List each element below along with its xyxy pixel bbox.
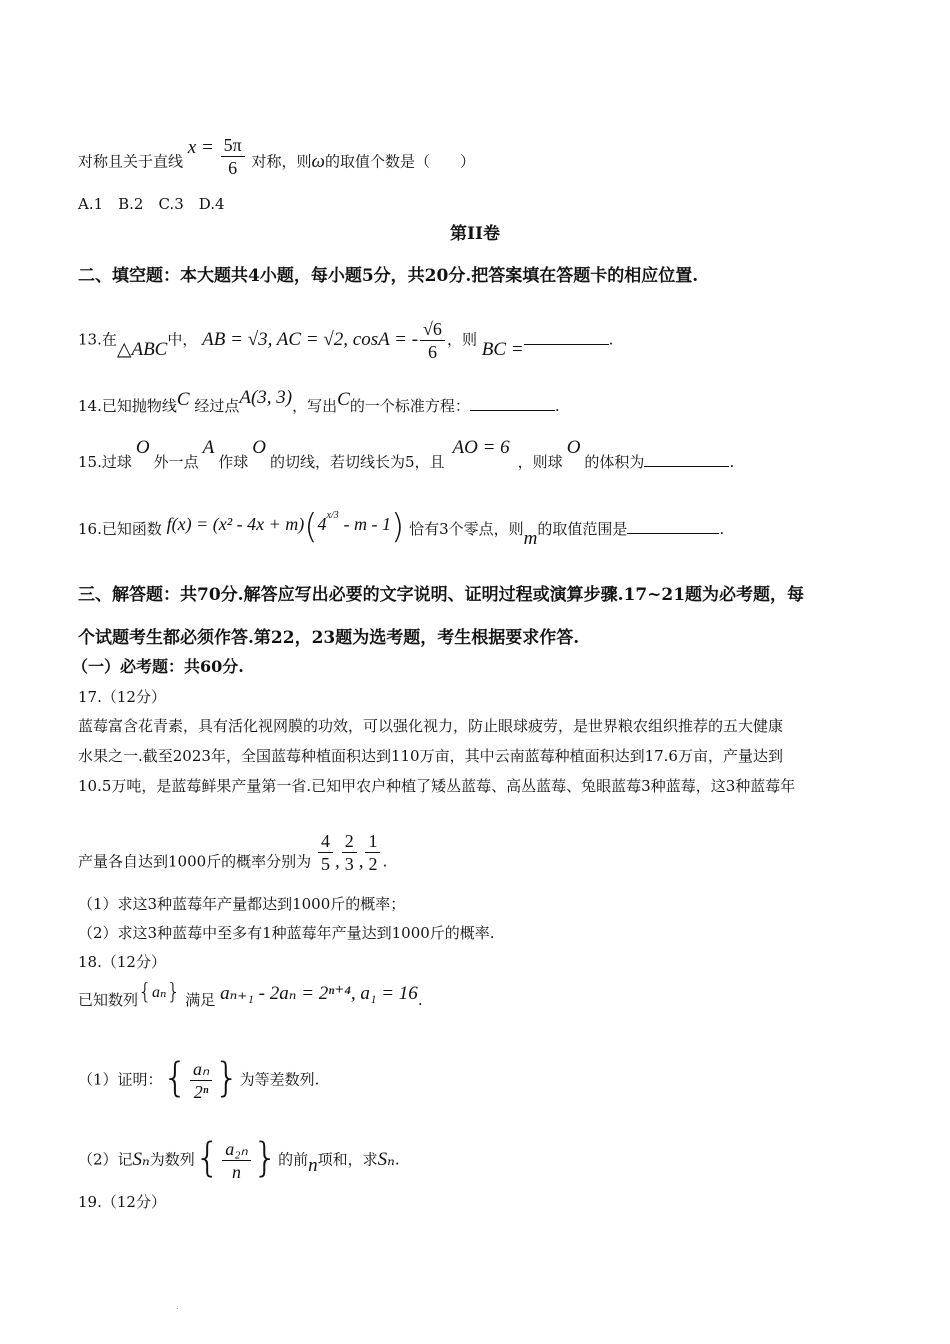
q17-line4: 产量各自达到1000斤的概率分别为 $\frac{4}{5}$ , $\frac{2}{3}$ , $\frac{1}{2}$ .	[78, 831, 388, 874]
section3-heading-line2: 个试题考生都必须作答.第22，23题为选考题，考生根据要求作答.	[78, 628, 580, 648]
question-15: 15.过球O外一点A作球O的切线，若切线长为5，且AO = 6，则球O的体积为 .	[78, 437, 735, 471]
probability-fraction: $\frac{1}{2}$	[365, 830, 380, 875]
section2-heading: 二、填空题：本大题共4小题，每小题5分，共20分.把答案填在答题卡的相应位置.	[78, 266, 699, 286]
q17-line3: 10.5万吨，是蓝莓鲜果产量第一省.已知甲农户种植了矮丛蓝莓、高丛蓝莓、兔眼蓝莓3种蓝莓，这3种蓝莓年	[78, 777, 796, 795]
compulsory-heading: （一）必考题：共60分.	[72, 657, 244, 676]
q12-options: A.1 B.2 C.3 D.4	[78, 195, 225, 213]
footer-mark: .	[176, 1302, 179, 1311]
probability-fraction: $\frac{4}{5}$	[318, 830, 333, 875]
q18-intro: 已知数列{aₙ} 满足 aₙ₊₁ - 2aₙ = 2ⁿ⁺⁴, a₁ = 16.	[78, 980, 423, 1009]
answer-blank-14[interactable]	[470, 396, 555, 411]
q12-var: x	[187, 136, 197, 158]
q18-fraction-2: $\frac{\text{a₂ₙ}}{n}$	[222, 1138, 250, 1183]
answer-blank-16[interactable]	[627, 519, 719, 534]
question-13: 13.在△ABC中， AB = √3, AC = √2, cosA = - $\frac{√6}{6}$ ，则 BC = .	[78, 319, 614, 362]
q18-header: 18.（12分）	[78, 953, 166, 971]
question-14: 14.已知抛物线C 经过点A(3, 3)，写出C的一个标准方程： .	[78, 387, 560, 415]
q18-sub2: （2）记Sₙ为数列{ $\frac{\text{a₂ₙ}}{n}$ }的前n项和，求Sₙ.	[78, 1134, 400, 1182]
question-16: 16.已知函数 $f(x) = (x^2 - 4x + m)(4^{x/3} - m - 1)$ 恰有3个零点，则m的取值范围是 .	[78, 507, 725, 549]
q17-line1: 蓝莓富含花青素，具有活化视网膜的功效，可以强化视力，防止眼球疲劳，是世界粮农组织推荐的五大健康	[78, 717, 784, 735]
probability-fraction: $\frac{2}{3}$	[342, 830, 357, 875]
q17-sub2: （2）求这3种蓝莓中至多有1种蓝莓年产量达到1000斤的概率.	[78, 924, 495, 942]
section3-heading-line1: 三、解答题：共70分.解答应写出必要的文字说明、证明过程或演算步骤.17~21题为必考题，每	[78, 585, 805, 605]
q18-sub1: （1）证明：{ $\frac{\text{aₙ}}{\text{2ⁿ}}$ }为等差数列.	[78, 1054, 320, 1102]
q18-fraction-1: $\frac{\text{aₙ}}{\text{2ⁿ}}$	[190, 1058, 212, 1103]
q13-fraction: $\frac{√6}{6}$	[420, 318, 445, 363]
q19-header: 19.（12分）	[78, 1193, 166, 1211]
q12-tail: 对称且关于直线 x = $\frac{5\pi}{6}$ 对称，则ω的取值个数是（ ）	[78, 135, 475, 178]
q17-line2: 水果之一.截至2023年，全国蓝莓种植面积达到110万亩，其中云南蓝莓种植面积达到17.6万亩，产量达到	[78, 747, 783, 765]
answer-blank-13[interactable]	[524, 330, 609, 345]
q17-header: 17.（12分）	[78, 688, 166, 706]
answer-blank-15[interactable]	[644, 452, 729, 467]
part2-title: 第II卷	[450, 224, 500, 244]
q12-fraction: $\frac{5\pi}{6}$	[221, 134, 245, 179]
q17-sub1: （1）求这3种蓝莓年产量都达到1000斤的概率；	[78, 895, 406, 913]
